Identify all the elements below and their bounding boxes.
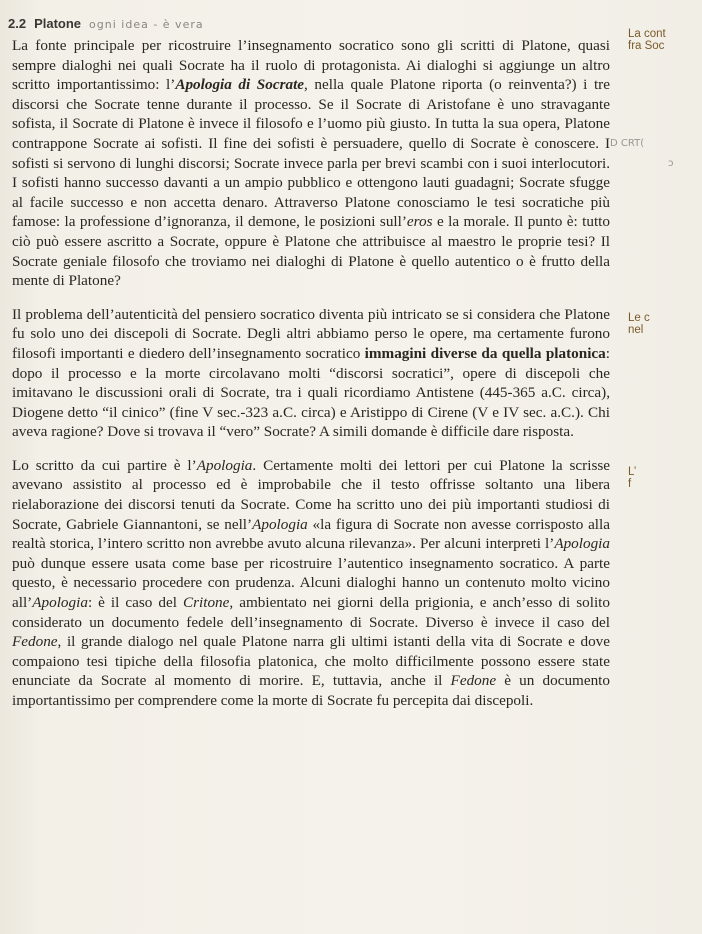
margin-note-2: Le c nel — [628, 312, 650, 336]
paragraph-1 — [12, 36, 610, 291]
paragraph-3 — [12, 456, 610, 711]
text-run: : è il caso del — [87, 594, 183, 612]
text-run: : dopo il processo e la morte circolavano molti “discorsi socratici”, opere di discepoli che imitavano le discussioni orali di Socrate, tra i quali ricordiamo Antistene (445-365 a.C. circa), Diogene detto “il cinico” (fine V sec.-323 a.C. circa) e Aristippo di Cirene (V e IV sec. a.C.). Chi aveva ragione? Dove si trovava il “vero” Socrate? A simili domande è difficile dare risposta. — [12, 344, 611, 441]
text-run: Apologia — [554, 535, 610, 553]
text-run: , nella quale Platone riporta (o reinventa?) i tre discorsi che Socrate tenne durante il processo. Se il Socrate di Aristofane è uno stravagante sofista, il Socrate di Platone è invece il filosofo e l’uomo più giusto. In tutta la sua opera, Platone contrappone Socrate ai sofisti. Il fine dei sofisti è persuadere, quello di Socrate è conoscere. I sofisti si servono di lunghi discorsi; Socrate invece parla per brevi scambi con i suoi interlocutori. I sofisti hanno successo davanti a un ampio pubblico e ottengono lauti guadagni; Socrate sfugge al facile successo e non accetta denaro. Attraverso Platone conosciamo le tesi socratiche più famose: la professione d’ignoranza, il demone, le posizioni sull’ — [12, 76, 610, 231]
margin-note-1: La cont fra Soc — [628, 28, 666, 52]
text-run: Lo scritto da cui partire è l’ — [12, 456, 197, 474]
pencil-mark-1: D CRT( — [610, 138, 645, 149]
text-run: . Certamente molti dei lettori per cui Platone la scrisse avevano assistito al processo ed è improbabile che il testo offrisse soltanto una libera rielaborazione dei discorsi tenuti da Socrate. Come ha scritto uno dei più importanti studiosi di Socrate, Gabriele Giannantoni, se nell’ — [12, 456, 611, 533]
text-run: , ambientato nei giorni della prigionia, e anch’esso di solito considerato un documento fedele dell’insegnamento di Socrate. Diverso è invece il caso del — [12, 594, 610, 631]
text-run: «la figura di Socrate non avesse corrisposto alla realtà storica, l’intero scritto non avrebbe avuto alcuna rilevanza». Per alcuni interpreti l’ — [12, 515, 610, 553]
text-run: Apologia — [32, 594, 88, 612]
text-run: può dunque essere usata come base per ricostruire l’autentico insegnamento socratico. A parte questo, è necessario procedere con prudenza. Alcuni dialoghi hanno un contenuto molto vicino all’ — [12, 554, 610, 612]
text-run: Apologia — [196, 456, 253, 474]
text-run: La fonte principale per ricostruire l’insegnamento socratico sono gli scritti di Platone, quasi sempre dialoghi nei quali Socrate ha il ruolo di protagonista. Ai dialoghi si aggiunge un altro scritto importantissimo: l’ — [12, 37, 610, 94]
text-run: eros — [406, 213, 433, 231]
text-run: Apologia di Socrate — [175, 76, 305, 94]
main-text — [12, 36, 610, 711]
text-run: Il problema dell’autenticità del pensiero socratico diventa più intricato se si considera che Platone fu solo uno dei discepoli di Socrate. Degli altri abbiamo perso le opere, ma certamente furono filosofi importanti e diedero dell’insegnamento socratico — [12, 305, 610, 362]
text-run: Fedone — [12, 633, 58, 651]
section-heading — [8, 16, 204, 31]
text-run: Critone — [182, 594, 230, 612]
handwritten-note: ogni idea - è vera — [89, 18, 204, 31]
margin-note-3: L’ f — [628, 466, 637, 490]
text-run: Apologia — [252, 515, 308, 533]
text-run: , il grande dialogo nel quale Platone narra gli ultimi istanti della vita di Socrate e dove compaiono tesi tipiche della filosofia platonica, che molto difficilmente possono essere state enunciate da Socrate al momento di morire. E, tuttavia, anche il — [12, 633, 610, 690]
pencil-mark-2: ↄ — [668, 158, 674, 169]
text-run: e la morale. Il punto è: tutto ciò può essere ascritto a Socrate, oppure è Platone che attribuisce al maestro le proprie tesi? Il Socrate geniale filosofo che troviamo nei dialoghi di Platone è quello autentico o è frutto della mente di Platone? — [12, 213, 610, 290]
section-title: Platone — [34, 16, 82, 31]
text-run: immagini diverse da quella platonica — [364, 344, 606, 362]
paragraph-2 — [12, 305, 610, 442]
text-run: è un documento importantissimo per comprendere come la morte di Socrate fu percepita dai discepoli. — [12, 672, 610, 709]
section-number: 2.2 — [8, 16, 27, 31]
text-run: Fedone — [450, 672, 497, 690]
